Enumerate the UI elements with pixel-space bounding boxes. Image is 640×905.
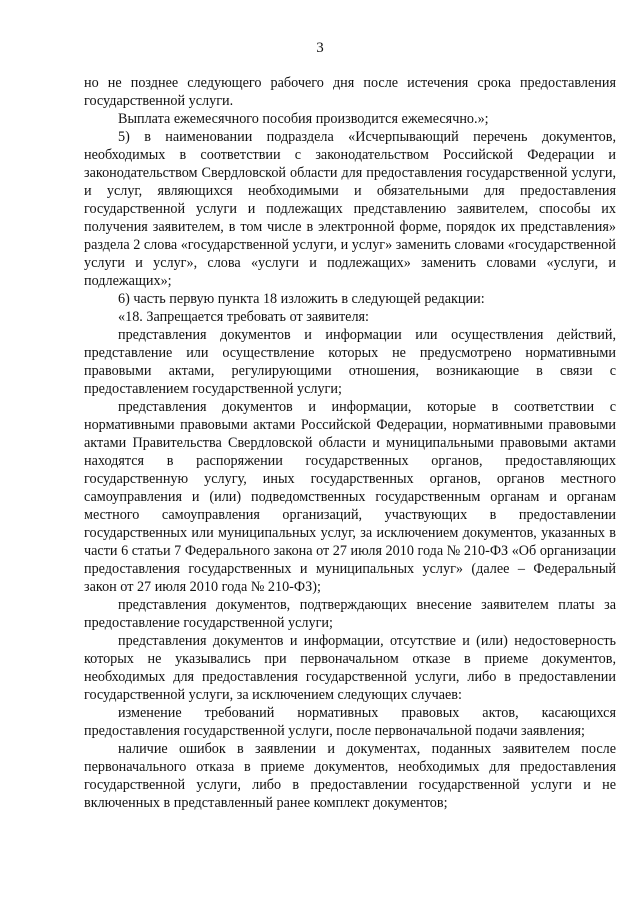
paragraph: представления документов и информации, которые в соответствии с нормативными правовыми актами Российской Федерации, нормативными правовыми актами Правительства Свердловской области и муниципальными правовыми актами находятся в распоряжении государственных органов, предоставляющих государственную услугу, иных государственных органов, органов местного самоуправления и (или) подведомственных государственным органам и органам местного самоуправления организаций, участвующих в предоставлении государственных или муниципальных услуг, за исключением документов, указанных в части 6 статьи 7 Федерального закона от 27 июля 2010 года № 210-ФЗ «Об организации предоставления государственных и муниципальных услуг» (далее – Федеральный закон от 27 июля 2010 года № 210-ФЗ); xyxy=(84,399,616,595)
paragraph: изменение требований нормативных правовых актов, касающихся предоставления государственной услуги, после первоначальной подачи заявления; xyxy=(84,705,616,739)
paragraph: представления документов, подтверждающих внесение заявителем платы за предоставление государственной услуги; xyxy=(84,597,616,631)
page-number: 3 xyxy=(316,40,324,56)
paragraph: Выплата ежемесячного пособия производится ежемесячно.»; xyxy=(118,111,489,127)
paragraph: представления документов и информации, отсутствие и (или) недостоверность которых не указывались при первоначальном отказе в приеме документов, необходимых для предоставления государственной услуги, либо в предоставлении государственной услуги, за исключением следующих случаев: xyxy=(84,633,616,703)
paragraph: 6) часть первую пункта 18 изложить в следующей редакции: xyxy=(118,291,485,307)
paragraph: но не позднее следующего рабочего дня после истечения срока предоставления государственной услуги. xyxy=(84,75,616,109)
paragraph: 5) в наименовании подраздела «Исчерпывающий перечень документов, необходимых в соответствии с законодательством Российской Федерации и законодательством Свердловской области для предоставления государственной услуги, и услуг, являющихся необходимыми и обязательными для предоставления государственной услуги и подлежащих представлению заявителем, способы их получения заявителем, в том числе в электронной форме, порядок их представления» раздела 2 слова «государственной услуги, и услуг» заменить словами «государственной услуги и услуг», слова «услуги и подлежащих» заменить словами «услуги, и подлежащих»; xyxy=(84,129,616,289)
document-body xyxy=(84,74,616,812)
paragraph: представления документов и информации или осуществления действий, представление или осуществление которых не предусмотрено нормативными правовыми актами, регулирующими отношения, возникающие в связи с предоставлением государственной услуги; xyxy=(84,327,616,397)
paragraph: наличие ошибок в заявлении и документах, поданных заявителем после первоначального отказа в приеме документов, необходимых для предоставления государственной услуги, либо в предоставлении государственной услуги и не включенных в представленный ранее комплект документов; xyxy=(84,741,616,811)
paragraph: «18. Запрещается требовать от заявителя: xyxy=(118,309,369,325)
